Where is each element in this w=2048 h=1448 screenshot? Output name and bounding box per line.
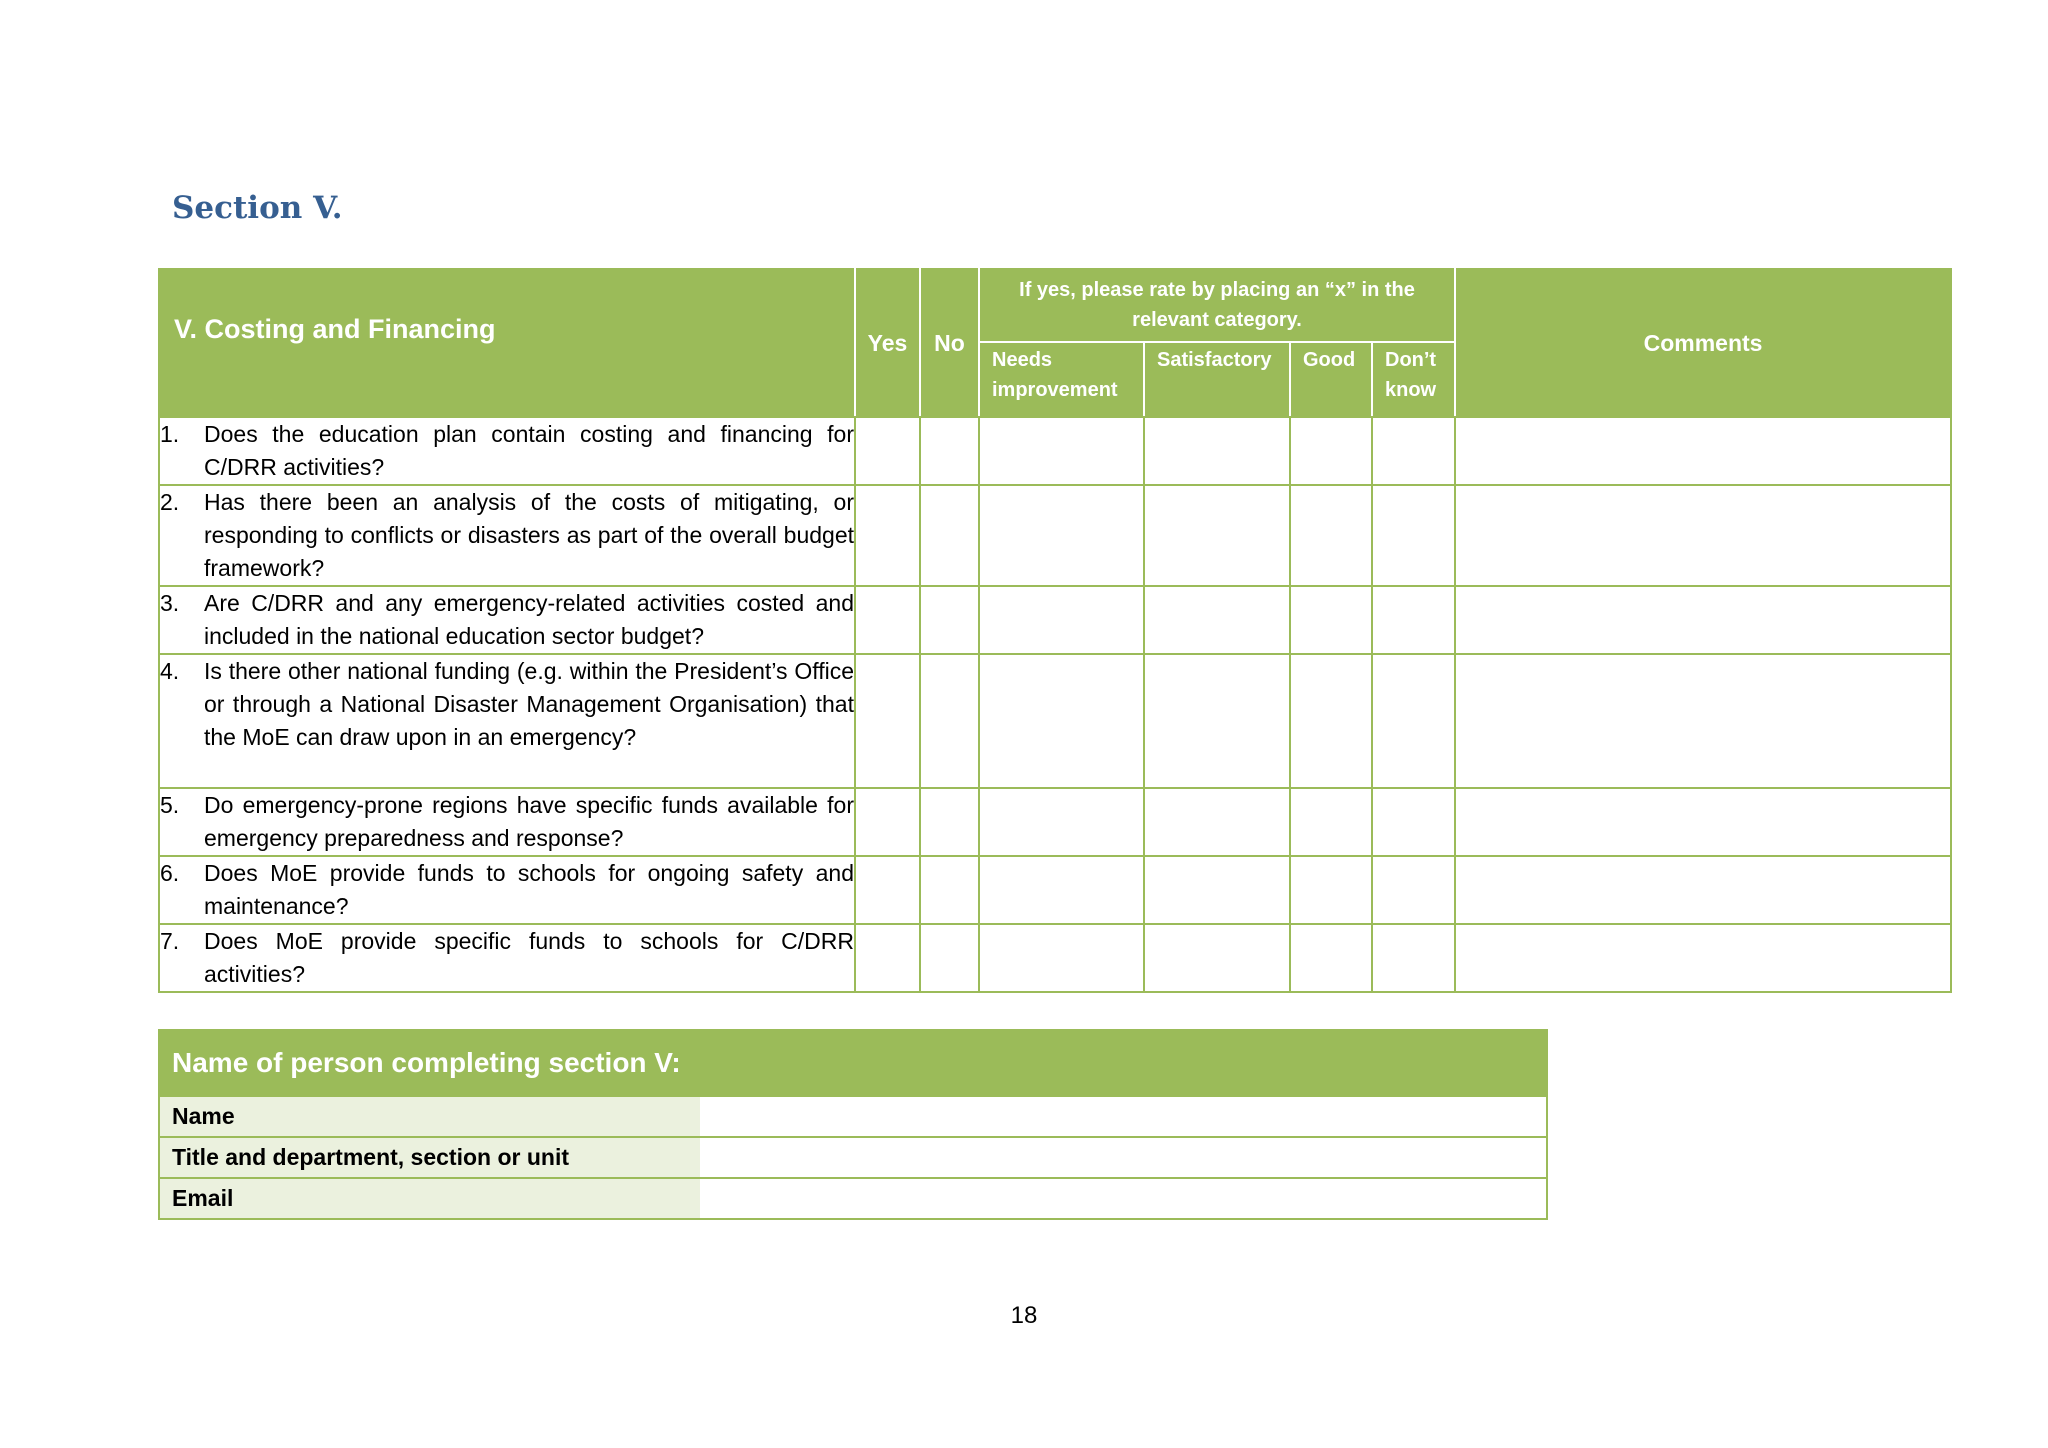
no-column-header: No: [920, 269, 979, 417]
comments-cell[interactable]: [1455, 856, 1951, 924]
table-title: V. Costing and Financing: [159, 269, 855, 417]
satisfactory-cell[interactable]: [1144, 788, 1290, 856]
yes-cell[interactable]: [855, 417, 920, 485]
person-row: [159, 1178, 1547, 1219]
comments-cell[interactable]: [1455, 485, 1951, 586]
person-completing-table: [158, 1029, 1548, 1220]
question-cell: [159, 788, 855, 856]
question-cell: [159, 654, 855, 788]
good-cell[interactable]: [1290, 788, 1372, 856]
question-cell: [159, 586, 855, 654]
satisfactory-cell[interactable]: [1144, 417, 1290, 485]
rating-group-header: If yes, please rate by placing an “x” in the relevant category.: [979, 269, 1455, 342]
table-row: [159, 485, 1951, 586]
yes-cell[interactable]: [855, 924, 920, 992]
question-number: 7.: [160, 928, 180, 954]
comments-cell[interactable]: [1455, 788, 1951, 856]
question-number: 6.: [160, 860, 180, 886]
question-text: Is there other national funding (e.g. within the President’s Office or through a National Disaster Management Organisation) that the MoE can draw upon in an emergency?: [204, 658, 854, 750]
question-cell: [159, 856, 855, 924]
good-cell[interactable]: [1290, 654, 1372, 788]
question-cell: [159, 924, 855, 992]
question-text: Has there been an analysis of the costs of mitigating, or responding to conflicts or disasters as part of the overall budget framework?: [204, 489, 854, 581]
comments-cell[interactable]: [1455, 417, 1951, 485]
email-value-field[interactable]: [699, 1178, 1547, 1219]
satisfactory-cell[interactable]: [1144, 485, 1290, 586]
no-cell[interactable]: [920, 924, 979, 992]
costing-financing-table: [158, 268, 1952, 993]
yes-cell[interactable]: [855, 856, 920, 924]
question-number: 3.: [160, 590, 180, 616]
table-row: [159, 856, 1951, 924]
dont-know-cell[interactable]: [1372, 417, 1455, 485]
person-table-title: Name of person completing section V:: [159, 1030, 1547, 1096]
title-department-label: Title and department, section or unit: [159, 1137, 699, 1178]
question-text: Do emergency-prone regions have specific funds available for emergency preparedness and response?: [204, 792, 854, 851]
dont-know-cell[interactable]: [1372, 485, 1455, 586]
needs-improvement-cell[interactable]: [979, 856, 1144, 924]
rating-satisfactory-header: Satisfactory: [1144, 342, 1290, 417]
satisfactory-cell[interactable]: [1144, 654, 1290, 788]
section-title: Section V.: [172, 190, 343, 226]
dont-know-cell[interactable]: [1372, 586, 1455, 654]
no-cell[interactable]: [920, 654, 979, 788]
comments-cell[interactable]: [1455, 654, 1951, 788]
good-cell[interactable]: [1290, 856, 1372, 924]
yes-cell[interactable]: [855, 654, 920, 788]
comments-column-header: Comments: [1455, 269, 1951, 417]
table-row: [159, 788, 1951, 856]
dont-know-cell[interactable]: [1372, 788, 1455, 856]
comments-cell[interactable]: [1455, 924, 1951, 992]
table-row: [159, 417, 1951, 485]
good-cell[interactable]: [1290, 485, 1372, 586]
good-cell[interactable]: [1290, 417, 1372, 485]
no-cell[interactable]: [920, 586, 979, 654]
name-value-field[interactable]: [699, 1096, 1547, 1137]
needs-improvement-cell[interactable]: [979, 924, 1144, 992]
question-text: Does the education plan contain costing and financing for C/DRR activities?: [204, 421, 854, 480]
person-row: [159, 1096, 1547, 1137]
question-number: 2.: [160, 489, 180, 515]
satisfactory-cell[interactable]: [1144, 856, 1290, 924]
comments-cell[interactable]: [1455, 586, 1951, 654]
no-cell[interactable]: [920, 485, 979, 586]
rating-dont-know-header: Don’t know: [1372, 342, 1455, 417]
name-label: Name: [159, 1096, 699, 1137]
no-cell[interactable]: [920, 856, 979, 924]
satisfactory-cell[interactable]: [1144, 924, 1290, 992]
email-label: Email: [159, 1178, 699, 1219]
satisfactory-cell[interactable]: [1144, 586, 1290, 654]
needs-improvement-cell[interactable]: [979, 788, 1144, 856]
dont-know-cell[interactable]: [1372, 924, 1455, 992]
dont-know-cell[interactable]: [1372, 654, 1455, 788]
question-number: 1.: [160, 421, 180, 447]
title-department-value-field[interactable]: [699, 1137, 1547, 1178]
question-cell: [159, 485, 855, 586]
yes-cell[interactable]: [855, 485, 920, 586]
table-row: [159, 654, 1951, 788]
table-row: [159, 586, 1951, 654]
needs-improvement-cell[interactable]: [979, 654, 1144, 788]
question-text: Does MoE provide funds to schools for ongoing safety and maintenance?: [204, 860, 854, 919]
good-cell[interactable]: [1290, 586, 1372, 654]
needs-improvement-cell[interactable]: [979, 586, 1144, 654]
no-cell[interactable]: [920, 788, 979, 856]
no-cell[interactable]: [920, 417, 979, 485]
rating-needs-improvement-header: Needs improvement: [979, 342, 1144, 417]
question-number: 4.: [160, 658, 180, 684]
needs-improvement-cell[interactable]: [979, 417, 1144, 485]
person-row: [159, 1137, 1547, 1178]
question-text: Are C/DRR and any emergency-related activities costed and included in the national education sector budget?: [204, 590, 854, 649]
question-number: 5.: [160, 792, 180, 818]
dont-know-cell[interactable]: [1372, 856, 1455, 924]
good-cell[interactable]: [1290, 924, 1372, 992]
yes-cell[interactable]: [855, 586, 920, 654]
yes-cell[interactable]: [855, 788, 920, 856]
question-cell: [159, 417, 855, 485]
needs-improvement-cell[interactable]: [979, 485, 1144, 586]
question-text: Does MoE provide specific funds to schools for C/DRR activities?: [204, 928, 854, 987]
page-number: 18: [1010, 1302, 1038, 1329]
table-row: [159, 924, 1951, 992]
rating-good-header: Good: [1290, 342, 1372, 417]
yes-column-header: Yes: [855, 269, 920, 417]
